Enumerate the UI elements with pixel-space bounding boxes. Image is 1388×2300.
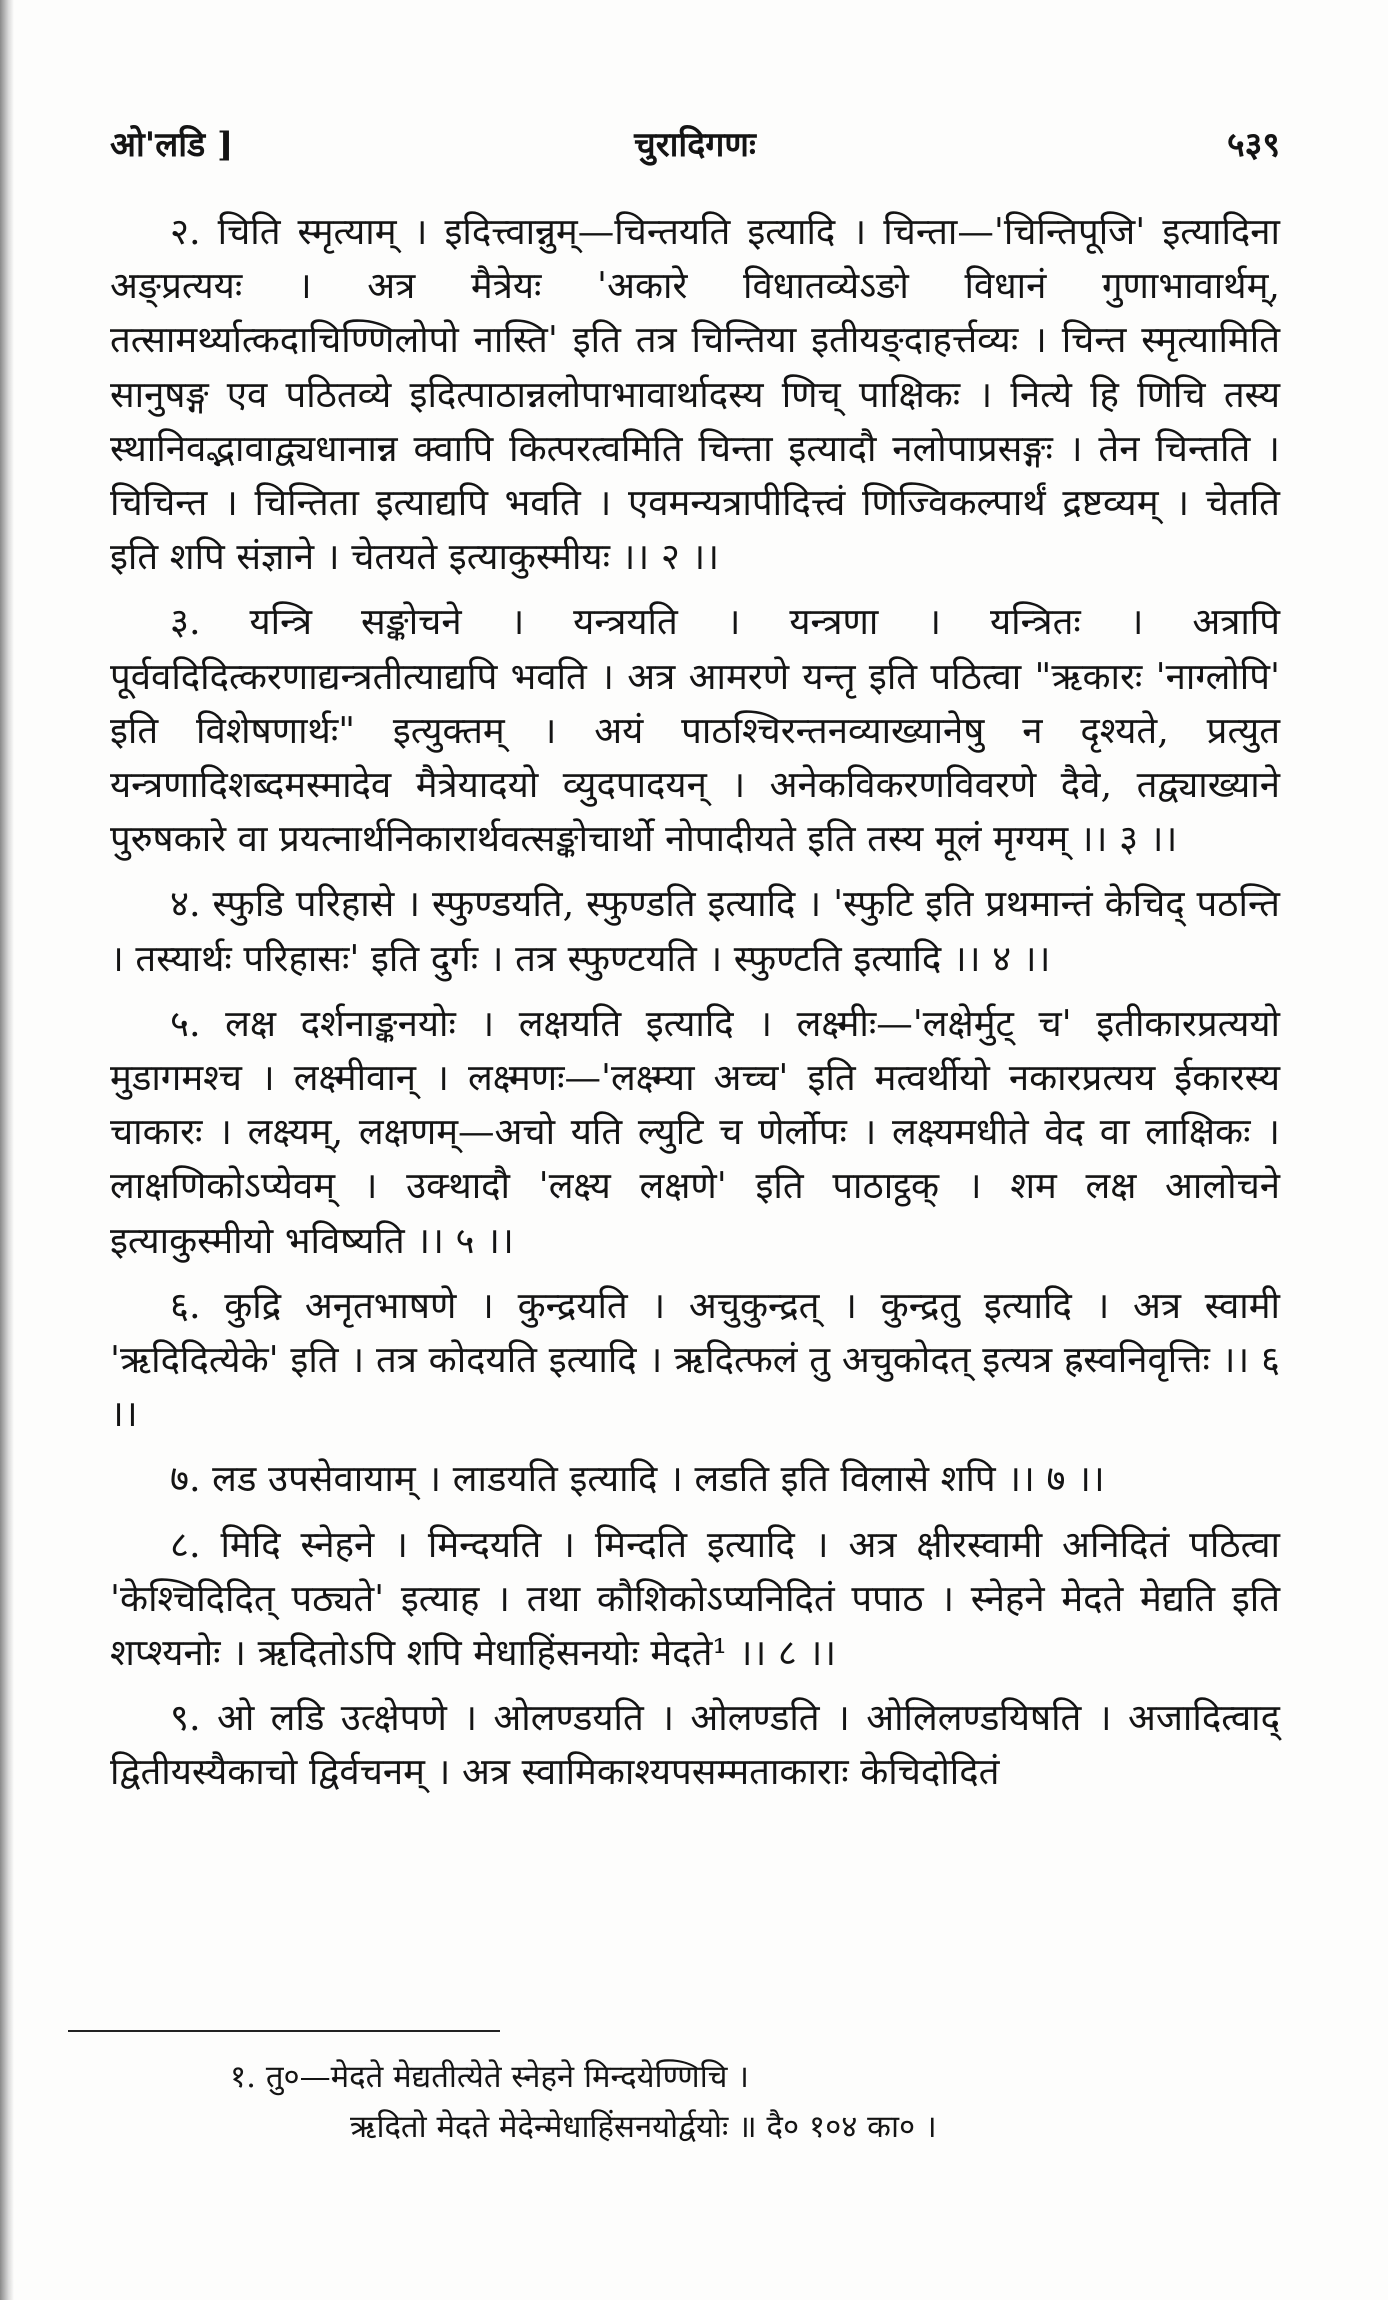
paragraph-8: ८. मिदि स्नेहने । मिन्दयति । मिन्दति इत्यादि । अत्र क्षीरस्वामी अनिदितं पठित्वा 'केश्चिदिदित् पठ्यते' इत्याह । तथा कौशिकोऽप्यनिदितं पपाठ । स्नेहने मेदते मेद्यति इति शप्श्यनोः । ऋदितोऽपि शपि मेधाहिंसनयोः मेदते¹ ।। ८ ।। [110, 1522, 1280, 1675]
paragraph-3: ३. यन्त्रि सङ्कोचने । यन्त्रयति । यन्त्रणा । यन्त्रितः । अत्रापि पूर्ववदिदित्करणाद्यन्त्रतीत्याद्यपि भवति । अत्र आमरणे यन्तृ इति पठित्वा "ऋकारः 'नाग्लोपि' इति विशेषणार्थः" इत्युक्तम् । अयं पाठश्चिरन्तनव्याख्यानेषु न दृश्यते, प्रत्युत यन्त्रणादिशब्दमस्मादेव मैत्रेयादयो व्युदपादयन् । अनेकविकरणविवरणे दैवे, तद्व्याख्याने पुरुषकारे वा प्रयत्नार्थनिकारार्थवत्सङ्कोचार्थो नोपादीयते इति तस्य मूलं मृग्यम् ।। ३ ।। [110, 600, 1280, 861]
paragraph-5: ५. लक्ष दर्शनाङ्कनयोः । लक्षयति इत्यादि । लक्ष्मीः—'लक्षेर्मुट् च' इतीकारप्रत्ययो मुडागमश्च । लक्ष्मीवान् । लक्ष्मणः—'लक्ष्म्या अच्च' इति मत्वर्थीयो नकारप्रत्यय ईकारस्य चाकारः । लक्ष्यम्, लक्षणम्—अचो यति ल्युटि च णेर्लोपः । लक्ष्यमधीते वेद वा लाक्षिकः । लाक्षणिकोऽप्येवम् । उक्थादौ 'लक्ष्य लक्षणे' इति पाठाट्ठक् । शम लक्ष आलोचने इत्याकुस्मीयो भविष्यति ।। ५ ।। [110, 1001, 1280, 1262]
footnote-divider [68, 2030, 500, 2032]
paragraph-9: ९. ओ लडि उत्क्षेपणे । ओलण्डयति । ओलण्डति । ओलिलण्डयिषति । अजादित्वाद् द्वितीयस्यैकाचो द्विर्वचनम् । अत्र स्वामिकाश्यपसम्मताकाराः केचिदोदितं [110, 1696, 1280, 1794]
paragraph-4: ४. स्फुडि परिहासे । स्फुण्डयति, स्फुण्डति इत्यादि । 'स्फुटि इति प्रथमान्तं केचिद् पठन्ति । तस्यार्थः परिहासः' इति दुर्गः । तत्र स्फुण्टयति । स्फुण्टति इत्यादि ।। ४ ।। [110, 882, 1280, 980]
page-number: ५३९ [1226, 125, 1280, 165]
body-text [110, 205, 1280, 1811]
paragraph-2: २. चिति स्मृत्याम् । इदित्त्वान्नुम्—चिन्तयति इत्यादि । चिन्ता—'चिन्तिपूजि' इत्यादिना अङ्प्रत्ययः । अत्र मैत्रेयः 'अकारे विधातव्येऽङो विधानं गुणाभावार्थम्, तत्सामर्थ्यात्कदाचिण्णिलोपो नास्ति' इति तत्र चिन्तिया इतीयङ्दाहर्त्तव्यः । चिन्त स्मृत्यामिति सानुषङ्ग एव पठितव्ये इदित्पाठान्नलोपाभावार्थादस्य णिच् पाक्षिकः । नित्ये हि णिचि तस्य स्थानिवद्भावाद्व्यधानान्न क्वापि कित्परत्वमिति चिन्ता इत्यादौ नलोपाप्रसङ्गः । तेन चिन्तति । चिचिन्त । चिन्तिता इत्याद्यपि भवति । एवमन्यत्रापीदित्त्वं णिज्विकल्पार्थं द्रष्टव्यम् । चेतति इति शपि संज्ञाने । चेतयते इत्याकुस्मीयः ।। २ ।। [110, 210, 1280, 579]
page-edge-shadow [0, 0, 14, 2300]
footnote-1-line-2: ऋदितो मेदते मेदेन्मेधाहिंसनयोर्द्वयोः ॥ दै० १०४ का० । [350, 2109, 937, 2145]
footnote-1-line-1: १. तु०—मेदते मेद्यतीत्येते स्नेहने मिन्दयेण्णिचि । [230, 2059, 750, 2095]
paragraph-6: ६. कुद्रि अनृतभाषणे । कुन्द्रयति । अचुकुन्द्रत् । कुन्द्रतु इत्यादि । अत्र स्वामी 'ऋदिदित्येके' इति । तत्र कोदयति इत्यादि । ऋदित्फलं तु अचुकोदत् इत्यत्र ह्रस्वनिवृत्तिः ।। ६ ।। [110, 1283, 1280, 1436]
running-head-left: ओ'लडि ] [110, 125, 234, 165]
running-head [110, 120, 1280, 170]
paragraph-7: ७. लड उपसेवायाम् । लाडयति इत्यादि । लडति इति विलासे शपि ।। ७ ।। [170, 1457, 1105, 1501]
running-head-title: चुरादिगणः [634, 125, 756, 165]
footnotes [110, 2052, 1280, 2152]
